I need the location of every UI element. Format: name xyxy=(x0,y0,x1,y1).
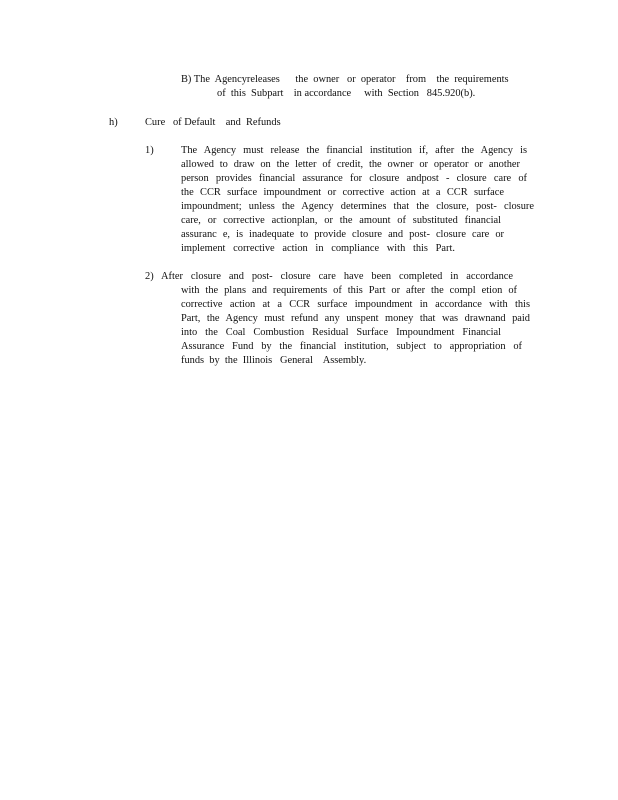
item-2-line-3: corrective action at a CCR surface impoundment in accordance with this xyxy=(181,299,530,310)
item-2-line-2: with the plans and requirements of this Part or after the compl etion of xyxy=(181,285,517,296)
item-2-line-7: funds by the Illinois General Assembly. xyxy=(181,355,367,366)
item-1-marker: 1) xyxy=(145,145,154,156)
item-1-line-3: person provides financial assurance for closure andpost - closure care of xyxy=(181,173,527,184)
item-1-line-1: The Agency must release the financial institution if, after the Agency is xyxy=(181,145,527,156)
section-h-title: Cure of Default and Refunds xyxy=(145,117,281,128)
section-h-marker: h) xyxy=(109,117,118,128)
item-1-line-5: impoundment; unless the Agency determines that the closure, post- closure xyxy=(181,201,534,212)
item-1-line-7: assuranc e, is inadequate to provide closure and post- closure care or xyxy=(181,229,504,240)
b-item-line-2: of this Subpart in accordance with Section 845.920(b). xyxy=(217,88,476,99)
item-2-line-4: Part, the Agency must refund any unspent money that was drawnand paid xyxy=(181,313,530,324)
item-2-line-5: into the Coal Combustion Residual Surface Impoundment Financial xyxy=(181,327,501,338)
item-2-line-1: 2) After closure and post- closure care have been completed in accordance xyxy=(145,271,513,282)
b-item-line-1: B) The Agencyreleases the owner or operator from the requirements xyxy=(181,74,509,85)
item-1-line-2: allowed to draw on the letter of credit, the owner or operator or another xyxy=(181,159,520,170)
item-1-line-4: the CCR surface impoundment or corrective action at a CCR surface xyxy=(181,187,504,198)
item-2-line-6: Assurance Fund by the financial institution, subject to appropriation of xyxy=(181,341,522,352)
item-1-line-8: implement corrective action in compliance with this Part. xyxy=(181,243,455,254)
item-1-line-6: care, or corrective actionplan, or the amount of substituted financial xyxy=(181,215,501,226)
